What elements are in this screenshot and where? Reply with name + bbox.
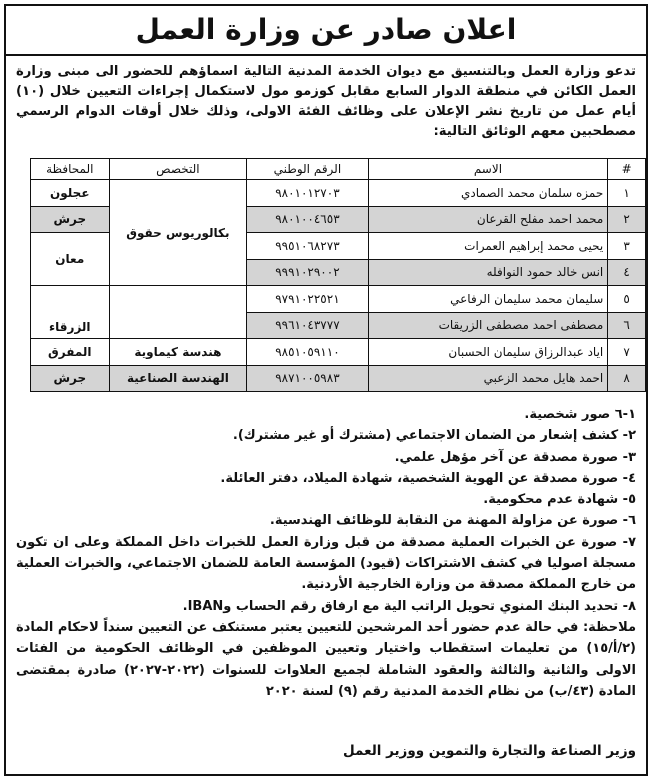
row-name: انس خالد حمود النوافله — [368, 259, 608, 286]
row-name: سليمان محمد سليمان الرفاعي — [368, 286, 608, 313]
row-name: مصطفى احمد مصطفى الزريقات — [368, 312, 608, 339]
row-governorate: معان — [31, 233, 110, 286]
signature-line: وزير الصناعة والتجارة والتموين ووزير العمل — [342, 743, 636, 759]
list-item: ١-٦ صور شخصية. — [524, 407, 636, 422]
row-governorate: جرش — [31, 206, 110, 233]
row-national-id: ٩٩٥١٠٦٨٢٧٣ — [247, 233, 368, 260]
table-row — [31, 365, 646, 392]
row-number: ٢ — [608, 206, 646, 233]
announcement-title: اعلان صادر عن وزارة العمل — [135, 13, 517, 46]
row-name: احمد هايل محمد الزعبي — [368, 365, 608, 392]
table-row — [31, 286, 646, 313]
row-national-id: ٩٨٠١٠٠٤٦٥٣ — [247, 206, 368, 233]
header-governorate: المحافظة — [31, 159, 110, 180]
row-specialization: الهندسة الصناعية — [109, 365, 247, 392]
title-divider — [6, 54, 646, 56]
header-specialization: التخصص — [109, 159, 247, 180]
table-row — [31, 339, 646, 366]
announcement-frame — [4, 4, 648, 776]
row-number: ١ — [608, 180, 646, 207]
list-item: ٤- صورة مصدقة عن الهوية الشخصية، شهادة الميلاد، دفتر العائلة. — [220, 470, 636, 486]
list-item: ٦- صورة عن مزاولة المهنة من النقابة للوظائف الهندسية. — [269, 513, 636, 529]
list-item: ٣- صورة مصدقة عن آخر مؤهل علمي. — [394, 449, 636, 465]
row-number: ٨ — [608, 365, 646, 392]
row-national-id: ٩٨٠١٠١٢٧٠٣ — [247, 180, 368, 207]
row-national-id: ٩٨٧١٠٠٥٩٨٣ — [247, 365, 368, 392]
row-governorate: المفرق — [31, 339, 110, 366]
header-national-id: الرقم الوطني — [247, 159, 368, 180]
row-name: اياد عبدالرزاق سليمان الحسبان — [368, 339, 608, 366]
table-header-row — [31, 159, 646, 180]
row-number: ٦ — [608, 312, 646, 339]
header-number: # — [608, 159, 646, 180]
row-governorate: الزرقاء — [31, 286, 110, 339]
list-item: ٥- شهادة عدم محكومية. — [483, 492, 636, 508]
row-national-id: ٩٨٥١٠٥٩١١٠ — [247, 339, 368, 366]
row-governorate: جرش — [31, 365, 110, 392]
row-national-id: ٩٧٩١٠٢٢٥٢١ — [247, 286, 368, 313]
list-item: ٨- تحديد البنك المنوي تحويل الراتب الية مع ارفاق رقم الحساب وIBAN. — [182, 598, 636, 614]
note-paragraph: ملاحظة: في حالة عدم حضور أحد المرشحين للتعيين يعتبر مستنكف عن التعيين سنداً لاحكام المادة (٢/أ/١٥) من تعليمات استقطاب واختيار وتعيين الموظفين في الوظائف الحكومية من الفئات الاولى والثانية والثالثة والعقود الشاملة لجميع العلاوات للسنوات (٢٠٢٢-٢٠٢٧) صادرة بمقتضى المادة (٤٣/ب) من نظام الخدمة المدنية رقم (٩) لسنة ٢٠٢٠ — [16, 619, 636, 699]
row-number: ٤ — [608, 259, 646, 286]
row-specialization: هندسة كيماوية — [109, 339, 247, 366]
header-name: الاسم — [368, 159, 608, 180]
row-national-id: ٩٩٦١٠٤٣٧٧٧ — [247, 312, 368, 339]
row-governorate: عجلون — [31, 180, 110, 207]
row-specialization-empty — [109, 286, 247, 339]
row-number: ٥ — [608, 286, 646, 313]
row-number: ٧ — [608, 339, 646, 366]
row-name: يحيى محمد إبراهيم العمرات — [368, 233, 608, 260]
row-national-id: ٩٩٩١٠٢٩٠٠٢ — [247, 259, 368, 286]
intro-paragraph: تدعو وزارة العمل وبالتنسيق مع ديوان الخدمة المدنية التالية اسماؤهم للحضور الى مبنى وزارة العمل الكائن في منطقة الدوار السابع مقابل كوزمو مول لاستكمال إجراءات التعيين خلال (١٠) أيام عمل من تاريخ نشر الإعلان على وظائف الفئة الاولى، وذلك خلال أوقات الدوام الرسمي مصطحبين معهم الوثائق التالية: — [16, 64, 636, 139]
list-item: ٧- صورة عن الخبرات العملية مصدقة من قبل وزارة العمل للخبرات داخل المملكة وعلى ان تكون مسجلة اصوليا في كشف الاشتراكات (قيود) المؤسسة العامة للضمان الاجتماعي، والخبرات العملية من خارج المملكة مصدقة من وزارة الخارجية الأردنية. — [16, 534, 636, 593]
candidates-table — [30, 158, 646, 392]
row-number: ٣ — [608, 233, 646, 260]
table-row — [31, 180, 646, 207]
list-item: ٢- كشف إشعار من الضمان الاجتماعي (مشترك أو غير مشترك). — [232, 428, 636, 444]
row-name: حمزه سلمان محمد الصمادي — [368, 180, 608, 207]
row-specialization: بكالوريوس حقوق — [109, 180, 247, 286]
row-name: محمد احمد مفلح القرعان — [368, 206, 608, 233]
documents-list — [16, 404, 636, 702]
